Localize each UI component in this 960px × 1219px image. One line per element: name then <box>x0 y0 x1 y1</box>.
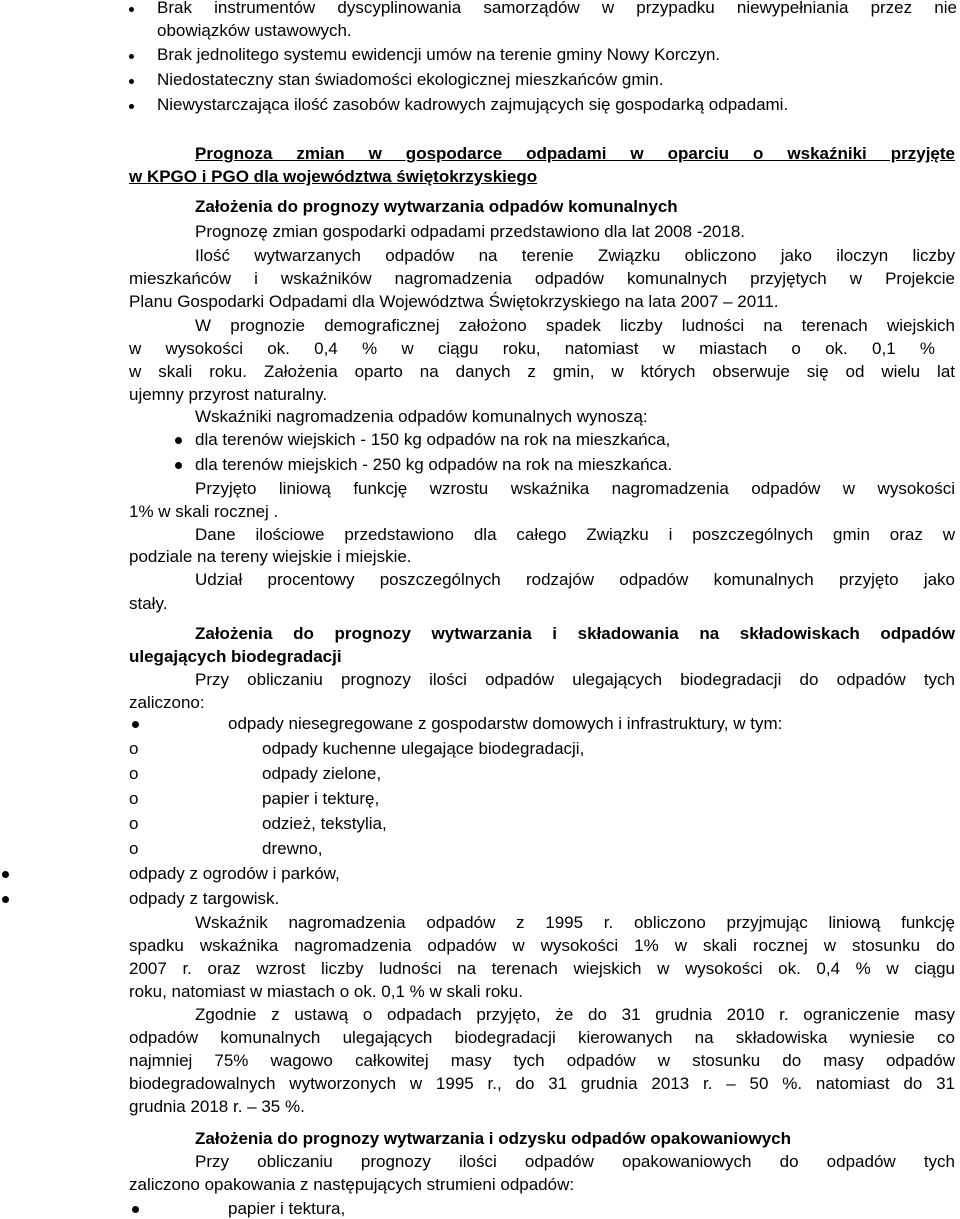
top-bullet-text: Niedostateczny stan świadomości ekologicznej mieszkańców gmin. <box>157 70 664 89</box>
subheading: Założenia do prognozy wytwarzania i odzysku odpadów opakowaniowych <box>195 1129 792 1148</box>
subheading: Założenia do prognozy wytwarzania odpadów komunalnych <box>195 197 678 216</box>
paragraph-text: w wysokości ok. 0,4 % w ciągu roku, natomiast w miastach o ok. 0,1 % <box>129 339 935 358</box>
paragraph-text: zaliczono: <box>129 693 205 712</box>
list-item: odpady z targowisk. <box>129 889 280 908</box>
bullet-icon <box>2 871 9 878</box>
paragraph-text: najmniej 75% wagowo całkowitej masy tych odpadów w stosunku do masy odpadów <box>129 1051 955 1070</box>
paragraph-text: mieszkańców i wskaźników nagromadzenia odpadów komunalnych przyjętych w Projekcie <box>129 269 955 288</box>
paragraph-text: Ilość wytwarzanych odpadów na terenie Związku obliczono jako iloczyn liczby <box>195 246 955 265</box>
paragraph-text: Przy obliczaniu prognozy ilości odpadów opakowaniowych do odpadów tych <box>195 1152 955 1171</box>
circle-bullet-icon: o <box>129 839 139 858</box>
paragraph-text: Przyjęto liniową funkcję wzrostu wskaźnika nagromadzenia odpadów w wysokości <box>195 479 955 498</box>
paragraph-text: zaliczono opakowania z następujących strumieni odpadów: <box>129 1175 575 1194</box>
list-item: odpady z ogrodów i parków, <box>129 864 340 883</box>
sub-list-item: odpady zielone, <box>262 764 382 783</box>
paragraph-text: w skali roku. Założenia oparto na danych z gmin, w których obserwuje się od wielu lat <box>129 362 955 381</box>
bullet-icon <box>129 104 134 109</box>
paragraph-text: 2007 r. oraz wzrost liczby ludności na terenach wiejskich w wysokości ok. 0,4 % w ciągu <box>129 959 955 978</box>
subheading: Założenia do prognozy wytwarzania i składowania na składowiskach odpadów <box>195 624 955 643</box>
bullet-icon <box>129 54 134 59</box>
paragraph-text: odpadów komunalnych ulegających biodegradacji kierowanych na składowiska wyniesie co <box>129 1028 955 1047</box>
paragraph-text: Przy obliczaniu prognozy ilości odpadów ulegających biodegradacji do odpadów tych <box>195 670 955 689</box>
top-bullet-text: Brak instrumentów dyscyplinowania samorządów w przypadku niewypełniania przez nie <box>157 0 957 17</box>
paragraph-text: Zgodnie z ustawą o odpadach przyjęto, że do 31 grudnia 2010 r. ograniczenie masy <box>195 1005 955 1024</box>
paragraph-text: stały. <box>129 594 168 613</box>
paragraph-text: grudnia 2018 r. – 35 %. <box>129 1097 305 1116</box>
paragraph-text: ujemny przyrost naturalny. <box>129 385 328 404</box>
paragraph-text: Planu Gospodarki Odpadami dla Województwa Świętokrzyskiego na lata 2007 – 2011. <box>129 292 779 311</box>
sub-list-item: drewno, <box>262 839 323 858</box>
sub-list-item: papier i tekturę, <box>262 789 380 808</box>
paragraph-text: spadku wskaźnika nagromadzenia odpadów w wysokości 1% w skali rocznej w stosunku do <box>129 936 955 955</box>
section-heading: Prognoza zmian w gospodarce odpadami w oparciu o wskaźniki przyjęte <box>195 144 955 163</box>
top-bullet-text: Brak jednolitego systemu ewidencji umów na terenie gminy Nowy Korczyn. <box>157 45 721 64</box>
section-heading-cont: w KPGO i PGO dla województwa świętokrzyskiego <box>129 167 538 186</box>
sub-list-item: odzież, tekstylia, <box>262 814 387 833</box>
circle-bullet-icon: o <box>129 814 139 833</box>
subheading-cont: ulegających biodegradacji <box>129 647 342 666</box>
circle-bullet-icon: o <box>129 789 139 808</box>
bullet-icon <box>132 721 139 728</box>
bullet-icon <box>175 462 182 469</box>
circle-bullet-icon: o <box>129 739 139 758</box>
bullet-icon <box>129 7 134 12</box>
paragraph-text: biodegradowalnych wytworzonych w 1995 r., do 31 grudnia 2013 r. – 50 %. natomiast do 31 <box>129 1074 955 1093</box>
paragraph-text: Prognozę zmian gospodarki odpadami przedstawiono dla lat 2008 -2018. <box>195 222 746 241</box>
bullet-icon <box>175 437 182 444</box>
top-bullet-text: Niewystarczająca ilość zasobów kadrowych zajmujących się gospodarką odpadami. <box>157 95 789 114</box>
paragraph-text: W prognozie demograficznej założono spadek liczby ludności na terenach wiejskich <box>195 316 955 335</box>
paragraph-text: roku, natomiast w miastach o ok. 0,1 % w skali roku. <box>129 982 523 1001</box>
bullet-icon <box>2 896 9 903</box>
paragraph-text: Wskaźniki nagromadzenia odpadów komunalnych wynoszą: <box>195 407 648 426</box>
top-bullet-text-cont: obowiązków ustawowych. <box>157 21 352 40</box>
list-item: dla terenów wiejskich - 150 kg odpadów na rok na mieszkańca, <box>195 430 671 449</box>
sub-list-item: odpady kuchenne ulegające biodegradacji, <box>262 739 585 758</box>
bullet-icon <box>129 79 134 84</box>
paragraph-text: 1% w skali rocznej . <box>129 502 279 521</box>
list-item: papier i tektura, <box>228 1199 346 1218</box>
paragraph-text: Dane ilościowe przedstawiono dla całego Związku i poszczególnych gmin oraz w <box>195 525 955 544</box>
list-item: odpady niesegregowane z gospodarstw domowych i infrastruktury, w tym: <box>228 714 783 733</box>
bullet-icon <box>132 1206 139 1213</box>
paragraph-text: Wskaźnik nagromadzenia odpadów z 1995 r. obliczono przyjmując liniową funkcję <box>195 913 955 932</box>
paragraph-text: Udział procentowy poszczególnych rodzajów odpadów komunalnych przyjęto jako <box>195 570 955 589</box>
paragraph-text: podziale na tereny wiejskie i miejskie. <box>129 547 412 566</box>
circle-bullet-icon: o <box>129 764 139 783</box>
list-item: dla terenów miejskich - 250 kg odpadów na rok na mieszkańca. <box>195 455 673 474</box>
